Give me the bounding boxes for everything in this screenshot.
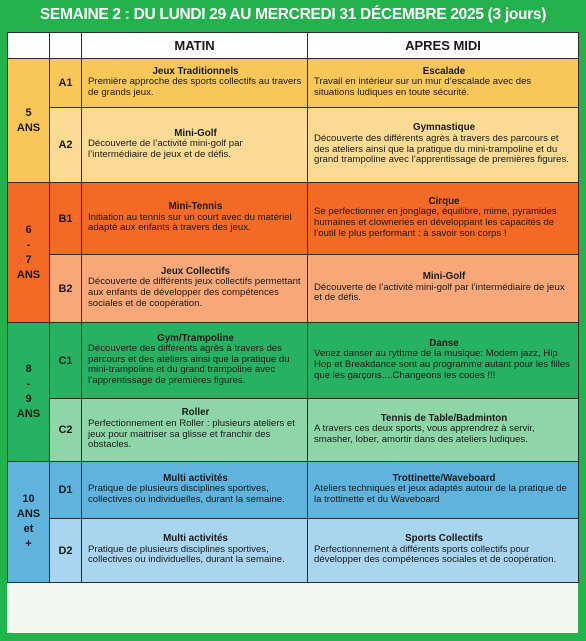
activity-description: Découverte des différents agrès à travers des parcours et des ateliers ainsi que la pratique du mini-trampoline et du grand trampoline avec l’apprentissage de premières figures. bbox=[314, 132, 569, 166]
group-code: B1 bbox=[50, 183, 82, 255]
activity-title: Escalade bbox=[422, 65, 466, 77]
activity-title: Mini-Tennis bbox=[168, 201, 223, 213]
afternoon-activity bbox=[308, 399, 579, 462]
group-code: C1 bbox=[50, 323, 82, 399]
header-row bbox=[8, 33, 579, 59]
age-group-label bbox=[8, 183, 50, 323]
activity-title: Jeux Collectifs bbox=[160, 265, 231, 277]
afternoon-activity bbox=[308, 323, 579, 399]
activity-title: Gymnastique bbox=[412, 122, 476, 134]
age-line: + bbox=[25, 538, 32, 550]
activity-description: Perfectionnement en Roller : plusieurs ateliers et jeux pour maitriser sa glisse et franchir des obstacles. bbox=[88, 417, 295, 451]
age-line: - bbox=[26, 378, 31, 390]
activity-title: Danse bbox=[429, 337, 459, 349]
header-afternoon: APRES MIDI bbox=[308, 33, 579, 59]
age-group-label bbox=[8, 59, 50, 183]
header-age-blank bbox=[8, 33, 50, 59]
activity-description: Travail en intérieur sur un mur d’escalade avec des situations ludiques en toute sécurité. bbox=[314, 76, 532, 98]
afternoon-activity bbox=[308, 59, 579, 108]
activity-description: Venez danser au rythme de la musique: Modern jazz, Hip Hop et Breakdance sont au programme autant pour les filles que les garçons....Changeons les codes !!! bbox=[314, 348, 570, 381]
afternoon-activity bbox=[308, 183, 579, 255]
age-line: ANS bbox=[16, 408, 41, 420]
activity-description: Perfectionnement à différents sports collectifs pour développer des compétences sociales et de coopération. bbox=[314, 543, 557, 566]
activity-title: Gym/Trampoline bbox=[157, 332, 234, 344]
activity-description: Découverte de l’activité mini-golf par l’intermédiaire de jeux et de défis. bbox=[88, 138, 243, 160]
age-line: ANS bbox=[16, 268, 41, 281]
morning-activity bbox=[82, 462, 308, 519]
morning-activity bbox=[82, 255, 308, 323]
age-line: 5 bbox=[25, 106, 32, 119]
activity-row bbox=[8, 323, 579, 399]
schedule-table bbox=[7, 32, 579, 583]
afternoon-activity bbox=[308, 462, 579, 519]
morning-activity bbox=[82, 399, 308, 462]
group-code: B2 bbox=[50, 255, 82, 323]
activity-title: Multi activités bbox=[163, 472, 228, 484]
age-line: 8 bbox=[25, 363, 32, 375]
activity-row bbox=[8, 183, 579, 255]
age-line: 10 bbox=[22, 493, 35, 505]
activity-description: Découverte de différents jeux collectifs permettant aux enfants de développer des compétences sociales et de coopération. bbox=[88, 276, 301, 309]
activity-title: Trottinette/Waveboard bbox=[392, 472, 496, 484]
activity-title: Mini-Golf bbox=[422, 271, 466, 283]
activity-description: Découverte des différents agrès à travers des parcours et des ateliers ainsi que la pratique du mini-trampoline et du grand trampoline avec l’apprentissage de premières figures. bbox=[88, 343, 290, 386]
activity-description: Initiation au tennis sur un court avec du matériel adapté aux enfants à travers des jeux. bbox=[88, 211, 292, 234]
activity-row bbox=[8, 108, 579, 183]
age-line: - bbox=[26, 238, 31, 251]
morning-activity bbox=[82, 183, 308, 255]
activity-row bbox=[8, 399, 579, 462]
morning-activity bbox=[82, 519, 308, 583]
group-code: D1 bbox=[50, 462, 82, 519]
page-title: SEMAINE 2 : DU LUNDI 29 AU MERCREDI 31 DÉCEMBRE 2025 (3 jours) bbox=[39, 6, 547, 23]
activity-title: Mini-Golf bbox=[174, 127, 217, 139]
age-line: 9 bbox=[25, 393, 32, 405]
age-line: et bbox=[23, 523, 34, 535]
group-code: C2 bbox=[50, 399, 82, 462]
activity-title: Tennis de Table/Badminton bbox=[380, 412, 508, 424]
group-code: D2 bbox=[50, 519, 82, 583]
age-group-label bbox=[8, 323, 50, 462]
afternoon-activity bbox=[308, 108, 579, 183]
activity-title: Cirque bbox=[428, 195, 460, 207]
activity-row bbox=[8, 462, 579, 519]
activity-row bbox=[8, 519, 579, 583]
afternoon-activity bbox=[308, 255, 579, 323]
morning-activity bbox=[82, 323, 308, 399]
age-line: ANS bbox=[16, 121, 41, 134]
activity-description: Se perfectionner en jonglage, équilibre, mime, pyramides humaines et clowneries en développant les capacités de l’outil le plus performant : à savoir son corps ! bbox=[314, 206, 557, 239]
activity-title: Roller bbox=[181, 407, 210, 419]
morning-activity bbox=[82, 59, 308, 108]
header-code-blank bbox=[50, 33, 82, 59]
activity-row bbox=[8, 59, 579, 108]
morning-activity bbox=[82, 108, 308, 183]
activity-title: Sports Collectifs bbox=[405, 533, 483, 545]
activity-description: A travers ces deux sports, vous apprendrez à servir, smasher, lober, amortir dans des ateliers ludiques. bbox=[314, 423, 535, 445]
age-group-label bbox=[8, 462, 50, 583]
activity-description: Pratique de plusieurs disciplines sportives, collectives ou individuelles, durant la semaine. bbox=[88, 543, 285, 566]
age-line: 6 bbox=[25, 223, 32, 236]
activity-description: Pratique de plusieurs disciplines sportives, collectives ou individuelles, durant la semaine. bbox=[88, 483, 285, 505]
activity-description: Découverte de l’activité mini-golf par l’intermédiaire de jeux et de défis. bbox=[314, 281, 565, 304]
group-code: A1 bbox=[50, 59, 82, 108]
activity-description: Première approche des sports collectifs au travers de grands jeux. bbox=[88, 76, 302, 98]
group-code: A2 bbox=[50, 108, 82, 183]
activity-description: Ateliers techniques et jeux adaptés autour de la pratique de la trottinette et du Waveboard bbox=[314, 483, 567, 505]
age-line: ANS bbox=[16, 508, 41, 520]
activity-row bbox=[8, 255, 579, 323]
header-morning: MATIN bbox=[82, 33, 308, 59]
activity-title: Multi activités bbox=[163, 533, 228, 545]
afternoon-activity bbox=[308, 519, 579, 583]
age-line: 7 bbox=[25, 253, 32, 266]
activity-title: Jeux Traditionnels bbox=[152, 65, 239, 77]
